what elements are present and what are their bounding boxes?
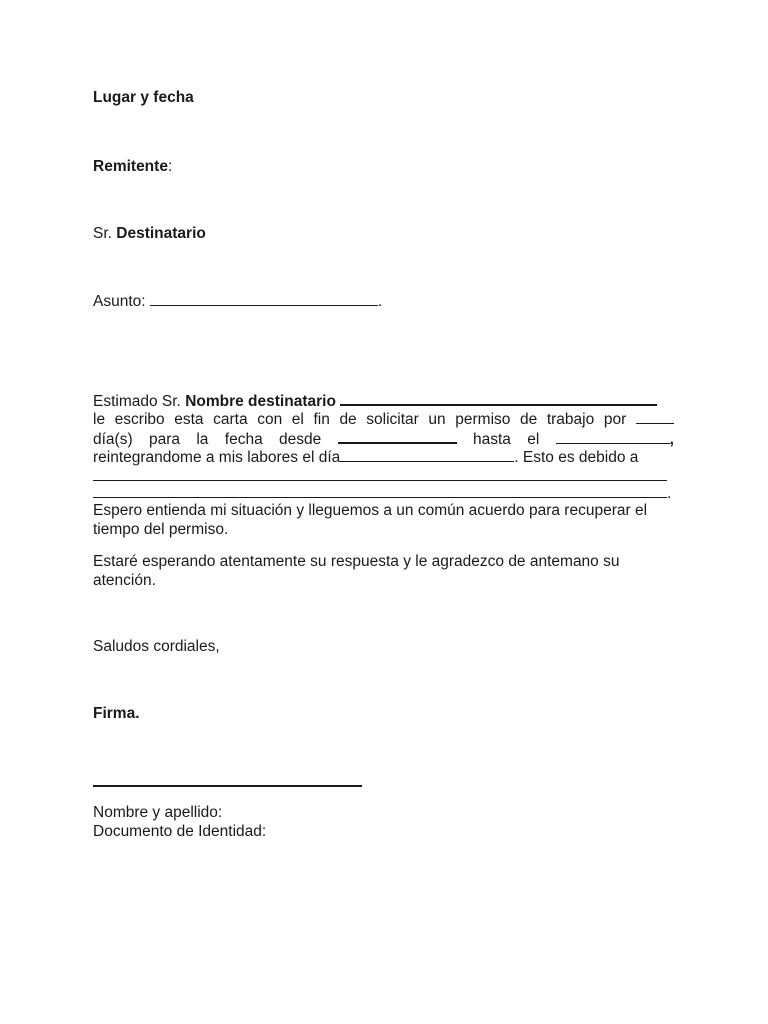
start-date-blank[interactable] [338, 428, 457, 444]
subject-blank[interactable] [150, 291, 378, 306]
greeting-line [93, 390, 657, 411]
subject-line: Asunto: . [93, 293, 383, 310]
sender-line: Remitente: [93, 158, 173, 175]
body-line-3: reintegrandome a mis labores el día . Esto es debido a [93, 449, 639, 466]
return-date-blank[interactable] [340, 447, 514, 462]
body-line-2: día(s) para la fecha desde hasta el , [93, 428, 674, 449]
closing-paragraph: Espero entienda mi situación y lleguemos a un común acuerdo para recuperar el tiempo del permiso. [93, 502, 648, 538]
reason-blank-1[interactable] [93, 466, 667, 481]
signature-line [93, 771, 362, 792]
recipient-prefix: Sr. [93, 225, 112, 242]
waiting-paragraph: Estaré esperando atentamente su respuesta y le agradezco de antemano su atención. [93, 553, 620, 589]
subject-label: Asunto: [93, 293, 146, 310]
letter-page [93, 0, 674, 1024]
sender-label: Remitente [93, 158, 168, 175]
greeting-name: Nombre destinatario [185, 393, 336, 410]
end-date-blank[interactable] [556, 429, 670, 444]
recipient-name: Destinatario [116, 225, 206, 242]
recipient-name-blank[interactable] [340, 390, 657, 406]
name-label: Nombre y apellido: [93, 804, 223, 821]
reason-blank-2[interactable] [93, 483, 667, 498]
days-count-blank[interactable] [636, 409, 674, 424]
regards: Saludos cordiales, [93, 638, 220, 655]
body-line-5: . [93, 483, 671, 503]
signature-blank[interactable] [93, 771, 362, 787]
greeting-prefix: Estimado Sr. [93, 393, 181, 410]
signature-label: Firma. [93, 705, 140, 722]
recipient-line [93, 224, 206, 243]
place-date: Lugar y fecha [93, 89, 194, 106]
body-line-1: le escribo esta carta con el fin de solicitar un permiso de trabajo por [93, 409, 674, 429]
id-label: Documento de Identidad: [93, 823, 267, 840]
